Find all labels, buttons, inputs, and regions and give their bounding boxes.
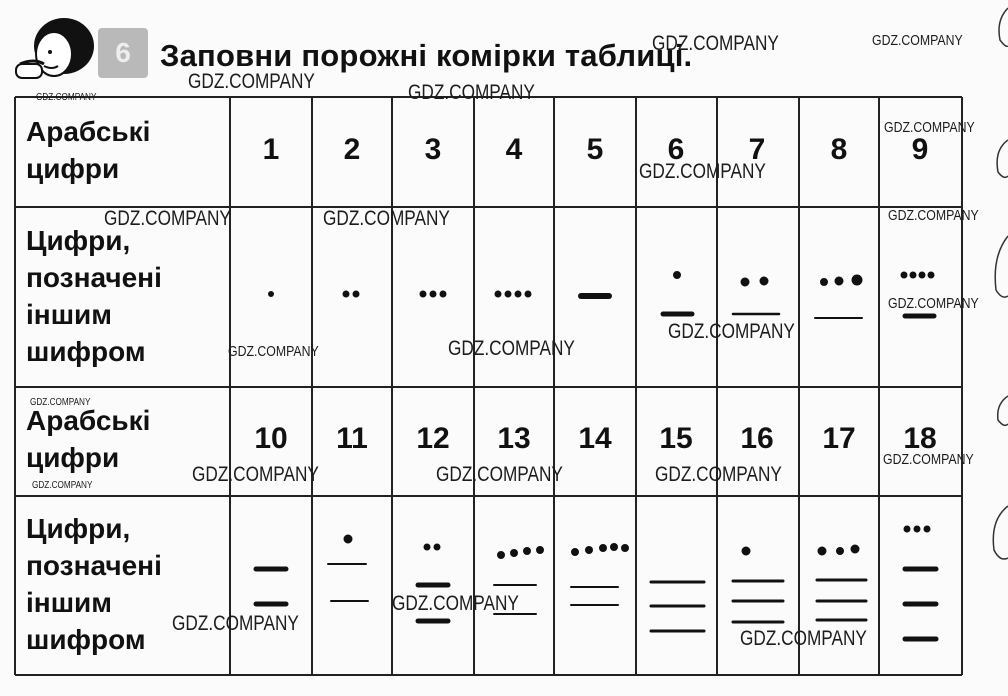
number-cell: 5 (586, 133, 604, 166)
number-cell: 8 (830, 133, 848, 166)
row-label-cipher-top: Цифри, позначені іншим шифром (26, 225, 162, 367)
number-cell: 12 (416, 422, 450, 455)
cipher-1 (269, 292, 274, 297)
watermark: GDZ.COMPANY (32, 480, 93, 491)
watermark: GDZ.COMPANY (884, 119, 975, 136)
cipher-7 (733, 277, 779, 314)
number-cell: 10 (254, 422, 288, 455)
cipher-8 (815, 275, 862, 318)
number-cell: 3 (424, 133, 442, 166)
row-label-arabic-bottom: Арабські цифри (26, 405, 151, 473)
row-label-arabic-top: Арабські цифри (26, 116, 151, 184)
watermark: GDZ.COMPANY (655, 463, 782, 486)
number-cell: 16 (740, 422, 774, 455)
watermark: GDZ.COMPANY (408, 81, 535, 104)
watermark: GDZ.COMPANY (436, 463, 563, 486)
row-label-cipher-bottom: Цифри, позначені іншим шифром (26, 513, 162, 655)
watermark: GDZ.COMPANY (652, 32, 779, 55)
watermark: GDZ.COMPANY (888, 295, 979, 312)
cipher-18 (904, 526, 936, 639)
number-cell: 17 (822, 422, 856, 455)
number-cell: 14 (578, 422, 612, 455)
watermark: GDZ.COMPANY (740, 627, 867, 650)
watermark: GDZ.COMPANY (188, 70, 315, 93)
watermark: GDZ.COMPANY (888, 207, 979, 224)
cipher-17 (817, 545, 866, 620)
margin-doodle-icon (988, 0, 1008, 696)
number-cell: 2 (343, 133, 361, 166)
watermark: GDZ.COMPANY (30, 397, 91, 408)
watermark: GDZ.COMPANY (323, 207, 450, 230)
number-cell: 15 (659, 422, 693, 455)
watermark: GDZ.COMPANY (883, 451, 974, 468)
number-cell: 1 (262, 133, 280, 166)
watermark: GDZ.COMPANY (448, 337, 575, 360)
number-cell: 9 (911, 133, 929, 166)
cipher-16 (733, 547, 783, 622)
watermark: GDZ.COMPANY (228, 343, 319, 360)
number-cell: 13 (497, 422, 531, 455)
cipher-3 (420, 291, 446, 297)
watermark: GDZ.COMPANY (668, 320, 795, 343)
watermark: GDZ.COMPANY (392, 592, 519, 615)
cipher-14 (571, 544, 629, 606)
watermark: GDZ.COMPANY (639, 160, 766, 183)
watermark: GDZ.COMPANY (872, 32, 963, 49)
number-cell: 18 (903, 422, 937, 455)
watermark: GDZ.COMPANY (192, 463, 319, 486)
number-cell: 4 (505, 133, 523, 166)
cipher-10 (256, 569, 286, 604)
watermark: GDZ.COMPANY (36, 92, 97, 103)
watermark: GDZ.COMPANY (172, 612, 299, 635)
cipher-15 (651, 582, 704, 631)
cipher-11 (328, 535, 368, 601)
watermark: GDZ.COMPANY (104, 207, 231, 230)
cipher-4 (495, 291, 531, 297)
number-cell: 7 (748, 133, 766, 166)
number-cell: 11 (336, 422, 368, 455)
cipher-2 (343, 291, 359, 297)
number-cell: 6 (667, 133, 685, 166)
cipher-6 (663, 272, 692, 315)
task-title: Заповни порожні комірки таблиці. (160, 38, 693, 73)
task-number-icon: 6 (98, 28, 148, 78)
